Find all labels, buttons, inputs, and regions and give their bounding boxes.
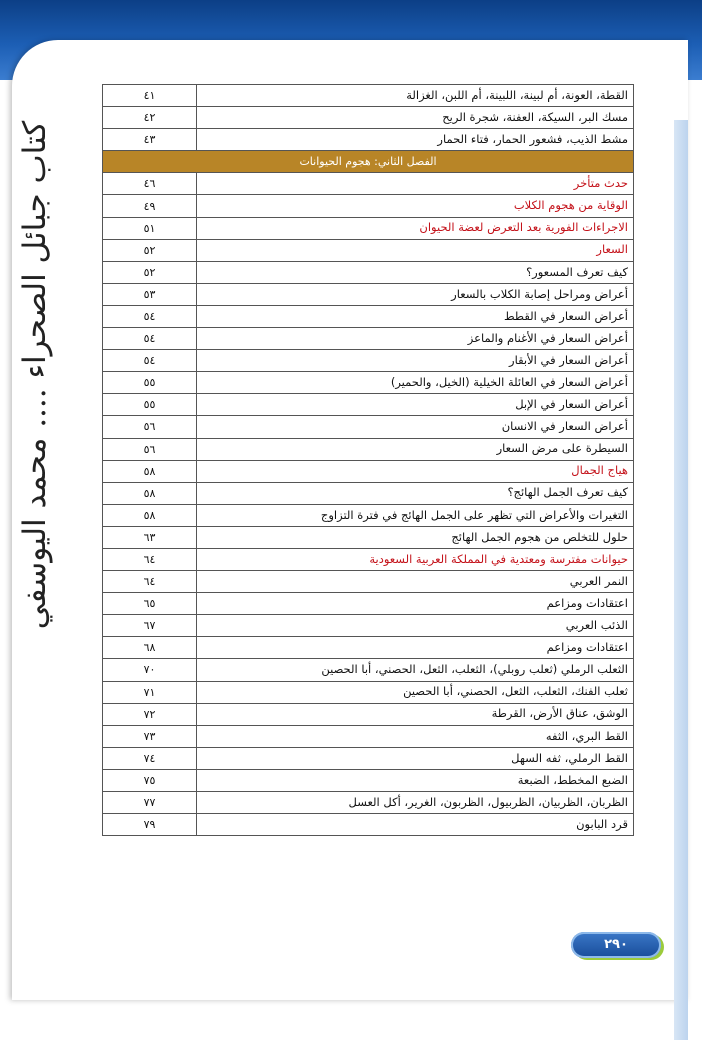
table-row: [103, 195, 634, 217]
table-row: [103, 526, 634, 548]
table-row: [103, 173, 634, 195]
table-row: [103, 659, 634, 681]
entry-title: اعتقادات ومزاعم: [197, 593, 634, 615]
entry-page-number: ٥٢: [103, 261, 197, 283]
table-row: [103, 504, 634, 526]
entry-title: حيوانات مفترسة ومعتدية في المملكة العربية السعودية: [197, 548, 634, 570]
table-row: [103, 792, 634, 814]
entry-title: أعراض السعار في الأبقار: [197, 350, 634, 372]
table-row: [103, 129, 634, 151]
entry-title: القطة، العونة، أم لبينة، اللبينة، أم اللبن، الغزالة: [197, 85, 634, 107]
table-row: [103, 217, 634, 239]
entry-title: كيف تعرف الجمل الهائج؟: [197, 482, 634, 504]
entry-page-number: ٤١: [103, 85, 197, 107]
table-row: [103, 460, 634, 482]
entry-title: كيف تعرف المسعور؟: [197, 261, 634, 283]
entry-title: التغيرات والأعراض التي تظهر على الجمل الهائج في فترة التزاوج: [197, 504, 634, 526]
entry-page-number: ٦٧: [103, 615, 197, 637]
entry-page-number: ٥٥: [103, 372, 197, 394]
entry-page-number: ٤٦: [103, 173, 197, 195]
chapter-heading: الفصل الثاني: هجوم الحيوانات: [103, 151, 634, 173]
table-row: [103, 283, 634, 305]
entry-title: الوقاية من هجوم الكلاب: [197, 195, 634, 217]
table-row: [103, 372, 634, 394]
entry-title: الضبع المخطط، الضبعة: [197, 769, 634, 791]
table-row: [103, 394, 634, 416]
page-number-badge: ٢٩٠: [571, 932, 661, 958]
table-row: [103, 615, 634, 637]
entry-page-number: ٥١: [103, 217, 197, 239]
entry-title: أعراض السعار في العائلة الخيلية (الخيل، والحمير): [197, 372, 634, 394]
entry-page-number: ٧٧: [103, 792, 197, 814]
entry-page-number: ٦٤: [103, 548, 197, 570]
entry-title: اعتقادات ومزاعم: [197, 637, 634, 659]
entry-page-number: ٥٥: [103, 394, 197, 416]
table-row: [103, 814, 634, 836]
entry-title: السعار: [197, 239, 634, 261]
entry-title: أعراض السعار في الانسان: [197, 416, 634, 438]
page-edge: [674, 120, 688, 1040]
table-row: [103, 571, 634, 593]
entry-title: الظربان، الظربيان، الظربيول، الظربون، الغرير، أكل العسل: [197, 792, 634, 814]
table-row: [103, 548, 634, 570]
table-row: [103, 350, 634, 372]
table-row: [103, 261, 634, 283]
table-row: [103, 747, 634, 769]
entry-title: السيطرة على مرض السعار: [197, 438, 634, 460]
table-row: [103, 725, 634, 747]
entry-title: الذئب العربي: [197, 615, 634, 637]
book-title-vertical: كتاب جبائل الصحراء .... محمد اليوسفي: [17, 120, 53, 630]
entry-page-number: ٦٥: [103, 593, 197, 615]
entry-page-number: ٥٣: [103, 283, 197, 305]
entry-title: أعراض السعار في الأغنام والماعز: [197, 328, 634, 350]
entry-title: ثعلب الفنك، الثعلب، الثعل، الحصني، أبا الحصين: [197, 681, 634, 703]
entry-page-number: ٥٤: [103, 350, 197, 372]
entry-title: أعراض ومراحل إصابة الكلاب بالسعار: [197, 283, 634, 305]
entry-title: حلول للتخلص من هجوم الجمل الهائج: [197, 526, 634, 548]
entry-page-number: ٧٤: [103, 747, 197, 769]
entry-page-number: ٤٩: [103, 195, 197, 217]
table-row: [103, 593, 634, 615]
entry-page-number: ٧١: [103, 681, 197, 703]
entry-title: أعراض السعار في القطط: [197, 305, 634, 327]
entry-page-number: ٦٤: [103, 571, 197, 593]
entry-title: الاجراءات الفورية بعد التعرض لعضة الحيوان: [197, 217, 634, 239]
table-row: [103, 637, 634, 659]
entry-title: حدث متأخر: [197, 173, 634, 195]
entry-page-number: ٥٤: [103, 328, 197, 350]
entry-page-number: ٦٨: [103, 637, 197, 659]
entry-title: الوشق، عناق الأرض، القرطة: [197, 703, 634, 725]
entry-page-number: ٥٦: [103, 416, 197, 438]
entry-page-number: ٤٢: [103, 107, 197, 129]
table-row: [103, 85, 634, 107]
table-row: [103, 482, 634, 504]
entry-title: النمر العربي: [197, 571, 634, 593]
entry-title: القط البري، الثفه: [197, 725, 634, 747]
entry-page-number: ٥٨: [103, 460, 197, 482]
chapter-row: [103, 151, 634, 173]
table-row: [103, 107, 634, 129]
table-row: [103, 703, 634, 725]
table-row: [103, 769, 634, 791]
entry-page-number: ٧٢: [103, 703, 197, 725]
entry-page-number: ٥٨: [103, 504, 197, 526]
entry-page-number: ٤٣: [103, 129, 197, 151]
table-row: [103, 438, 634, 460]
entry-page-number: ٧٠: [103, 659, 197, 681]
entry-page-number: ٥٢: [103, 239, 197, 261]
entry-page-number: ٥٤: [103, 305, 197, 327]
entry-title: مسك البر، السيكة، العفنة، شجرة الريح: [197, 107, 634, 129]
table-row: [103, 416, 634, 438]
entry-page-number: ٥٨: [103, 482, 197, 504]
entry-title: مشط الذيب، فشعور الحمار، فتاء الحمار: [197, 129, 634, 151]
entry-page-number: ٦٣: [103, 526, 197, 548]
entry-page-number: ٧٩: [103, 814, 197, 836]
entry-page-number: ٧٣: [103, 725, 197, 747]
entry-title: قرد البابون: [197, 814, 634, 836]
table-row: [103, 328, 634, 350]
entry-page-number: ٧٥: [103, 769, 197, 791]
entry-title: هياج الجمال: [197, 460, 634, 482]
entry-title: الثعلب الرملي (ثعلب روبلي)، الثعلب، الثعل، الحصني، أبا الحصين: [197, 659, 634, 681]
table-row: [103, 239, 634, 261]
table-row: [103, 681, 634, 703]
entry-title: القط الرملي، ثفه السهل: [197, 747, 634, 769]
entry-page-number: ٥٦: [103, 438, 197, 460]
table-of-contents: [102, 84, 634, 836]
table-row: [103, 305, 634, 327]
entry-title: أعراض السعار في الإبل: [197, 394, 634, 416]
